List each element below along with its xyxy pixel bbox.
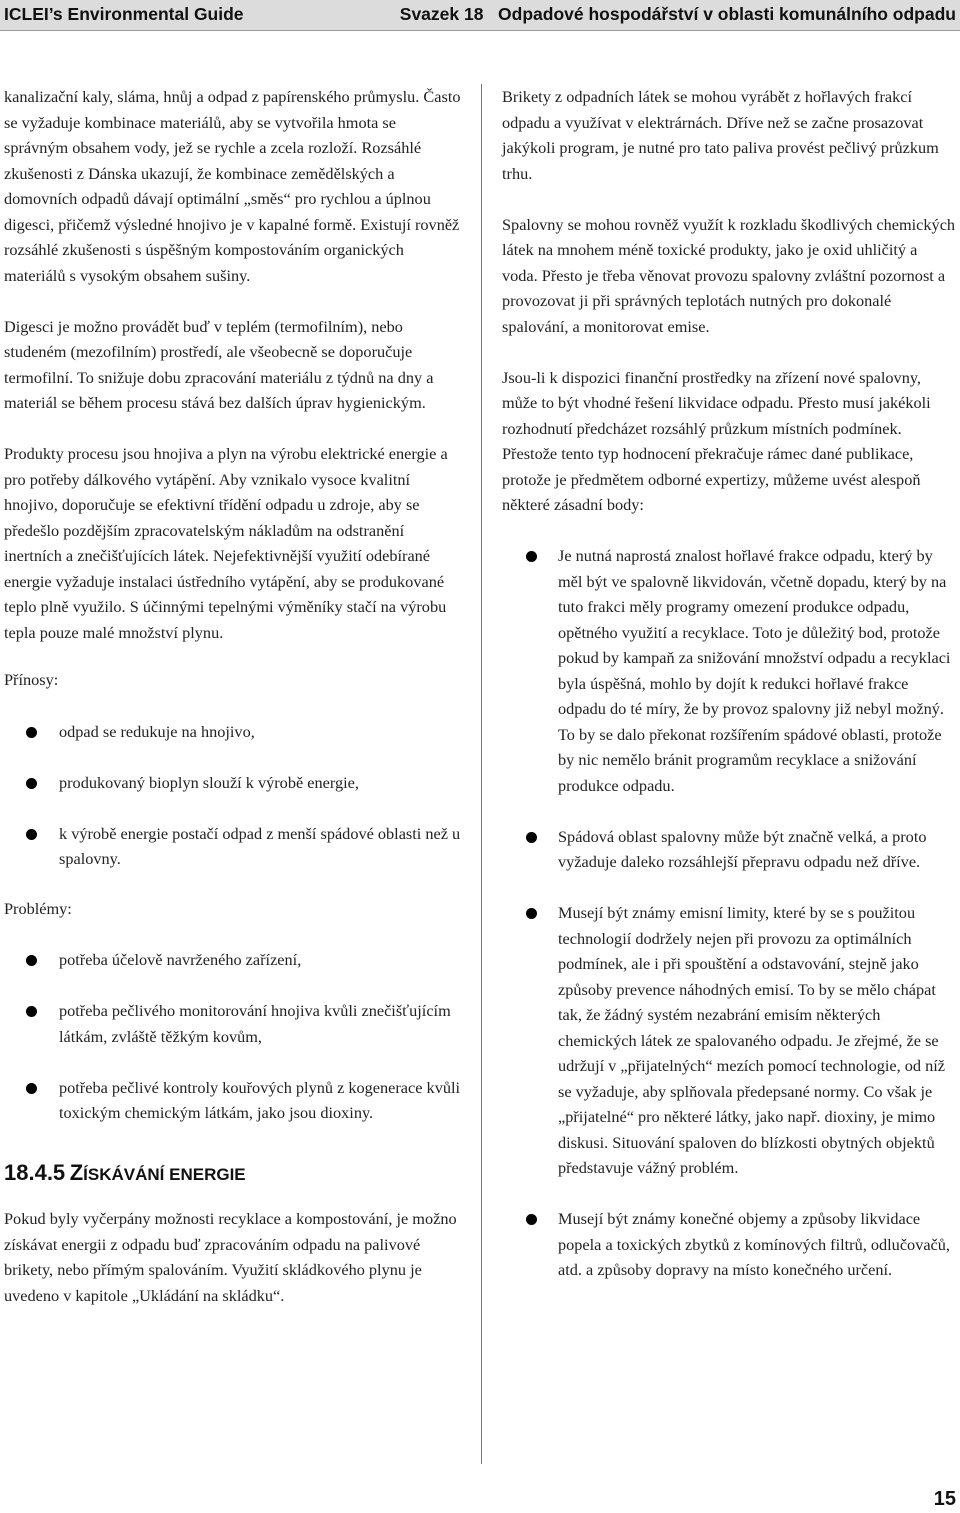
bullet-icon [526,832,537,843]
benefits-label: Přínosy: [4,670,59,689]
paragraph: Produkty procesu jsou hnojiva a plyn na výrobu elektrické energie a pro potřeby dálkového vytápění. Aby vznikalo vysoce kvalitní hnojivo, doporučuje se efektivní třídění odpadu u zdroje, aby se předešlo pozdějším zpracovatelským nákladům na odstranění inertních a znečišťujících látek. Nejefektivnější využití odebírané energie vyžaduje instalaci ústředního vytápění, aby se produkované teplo plně využilo. S účinnými tepelnými výměníky stačí na výrobu tepla pouze malé množství plynu. [4,444,448,642]
list-item: potřeba pečlivého monitorování hnojiva kvůli znečišťujícím látkám, zvláště těžkým kovům, [4,998,462,1049]
list-item: Musejí být známy konečné objemy a způsoby likvidace popela a toxických zbytků z komínových filtrů, odlučovačů, atd. a způsoby dopravy na místo konečného určení. [502,1206,957,1283]
list-item: k výrobě energie postačí odpad z menší spádové oblasti než u spalovny. [4,821,462,872]
problems-label: Problémy: [4,898,72,918]
bullet-icon [26,829,37,840]
problems-list [4,947,462,1126]
section-heading [4,1160,462,1189]
paragraph: Digesci je možno provádět buď v teplém (termofilním), nebo studeném (mezofilním) prostředí, ale všeobecně se doporučuje termofilní. To snižuje dobu zpracování materiálu z týdnů na dny a materiál se během procesu stává bez dalších úprav hygienickým. [4,316,434,412]
list-item: potřeba účelově navrženého zařízení, [4,947,462,973]
section-number: 18.4.5 [4,1159,66,1185]
header-volume-title: Svazek 18 Odpadové hospodářství v oblasti komunálního odpadu [399,4,956,24]
paragraph: Brikety z odpadních látek se mohou vyrábět z hořlavých frakcí odpadu a využívat v elektrárnách. Dříve než se začne prosazovat jakýkoli program, je nutné pro tato paliva provést pečlivý průzkum trhu. [502,87,939,183]
bullet-icon [26,778,37,789]
column-divider [481,84,482,1464]
running-header [0,0,960,31]
paragraph: Spalovny se mohou rovněž využít k rozkladu škodlivých chemických látek na mnohem méně toxické produkty, jako je oxid uhličitý a voda. Přesto je třeba věnovat provozu spalovny zvláštní pozornost a provozovat ji při správných teplotách nutných pro dokonalé spalování, a monitorovat emise. [502,214,956,336]
bullet-icon [26,1006,37,1017]
bullet-icon [526,1214,537,1225]
paragraph: Přestože tento typ hodnocení překračuje rámec dané publikace, protože je předmětem odborné expertizy, můžeme uvést alespoň některé zásadní body: [502,444,921,514]
bullet-icon [526,908,537,919]
list-item: produkovaný bioplyn slouží k výrobě energie, [4,770,462,796]
paragraph: Pokud byly vyčerpány možnosti recyklace a kompostování, je možno získávat energii z odpadu buď zpracováním odpadu na palivové brikety, nebo přímým spalováním. Využití skládkového plynu je uvedeno v kapitole „Ukládání na skládku“. [4,1209,457,1305]
left-column [4,84,462,1308]
key-points-list [502,543,957,1283]
section-title-initial: Z [69,1159,84,1185]
list-item: Je nutná naprostá znalost hořlavé frakce odpadu, který by měl být ve spalovně likvidován, včetně dopadu, který by na tuto frakci měly programy omezení produkce odpadu, opětného využití a recyklace. Toto je důležitý bod, protože pokud by kampaň za snižování množství odpadu a recyklaci byla úspěšná, mohlo by dojít k redukci hořlavé frakce odpadu do té míry, že by provoz spalovny již nebyl možný. To by se dalo překonat rozšířením spádové oblasti, protože by nic nemělo bránit programům recyklace a snižování produkce odpadu. [502,543,957,798]
bullet-icon [26,955,37,966]
list-item: Musejí být známy emisní limity, které by se s použitou technologií dodržely nejen při provozu za optimálních podmínek, ale i při spouštění a odstavování, stejně jako způsoby prevence náhodných emisí. To by se mělo chápat tak, že žádný systém nezabrání emisím některých chemických látek ze spalovaného odpadu. Je zřejmé, že se udržují v „přijatelných“ mezích pomocí technologie, od níž se vyžaduje, aby splňovala předepsané normy. Co však je „přijatelné“ pro některé látky, jako např. dioxiny, je mimo diskusi. Situování spaloven do blízkosti obytných objektů představuje vážný problém. [502,900,957,1181]
bullet-icon [526,551,537,562]
bullet-icon [26,727,37,738]
paragraph: Jsou-li k dispozici finanční prostředky na zřízení nové spalovny, může to být vhodné řešení likvidace odpadu. Přesto musí jakékoli rozhodnutí předcházet rozsáhlý průzkum místních podmínek. [502,367,931,438]
list-item: potřeba pečlivé kontroly kouřových plynů z kogenerace kvůli toxickým chemickým látkám, jako jsou dioxiny. [4,1075,462,1126]
header-guide-title: ICLEI’s Environmental Guide [4,4,244,24]
right-column [502,84,957,1283]
list-item: Spádová oblast spalovny může být značně velká, a proto vyžaduje daleko rozsáhlejší přepravu odpadu než dříve. [502,824,957,875]
benefits-list [4,719,462,872]
bullet-icon [26,1083,37,1094]
page-number: 15 [933,1488,956,1510]
paragraph: kanalizační kaly, sláma, hnůj a odpad z papírenského průmyslu. Často se vyžaduje kombinace materiálů, aby se vytvořila hmota se správným obsahem vody, jež se rychle a zcela rozloží. Rozsáhlé zkušenosti z Dánska ukazují, že kombinace zemědělských a domovních odpadů dávají optimální „směs“ pro rychlou a úplnou digesci, přičemž výsledné hnojivo je v kapalné formě. Existují rovněž rozsáhlé zkušenosti s úspěšným kompostováním organických materiálů s vysokým obsahem sušiny. [4,87,461,285]
list-item: odpad se redukuje na hnojivo, [4,719,462,745]
section-title-rest: ÍSKÁVÁNÍ ENERGIE [83,1164,246,1184]
